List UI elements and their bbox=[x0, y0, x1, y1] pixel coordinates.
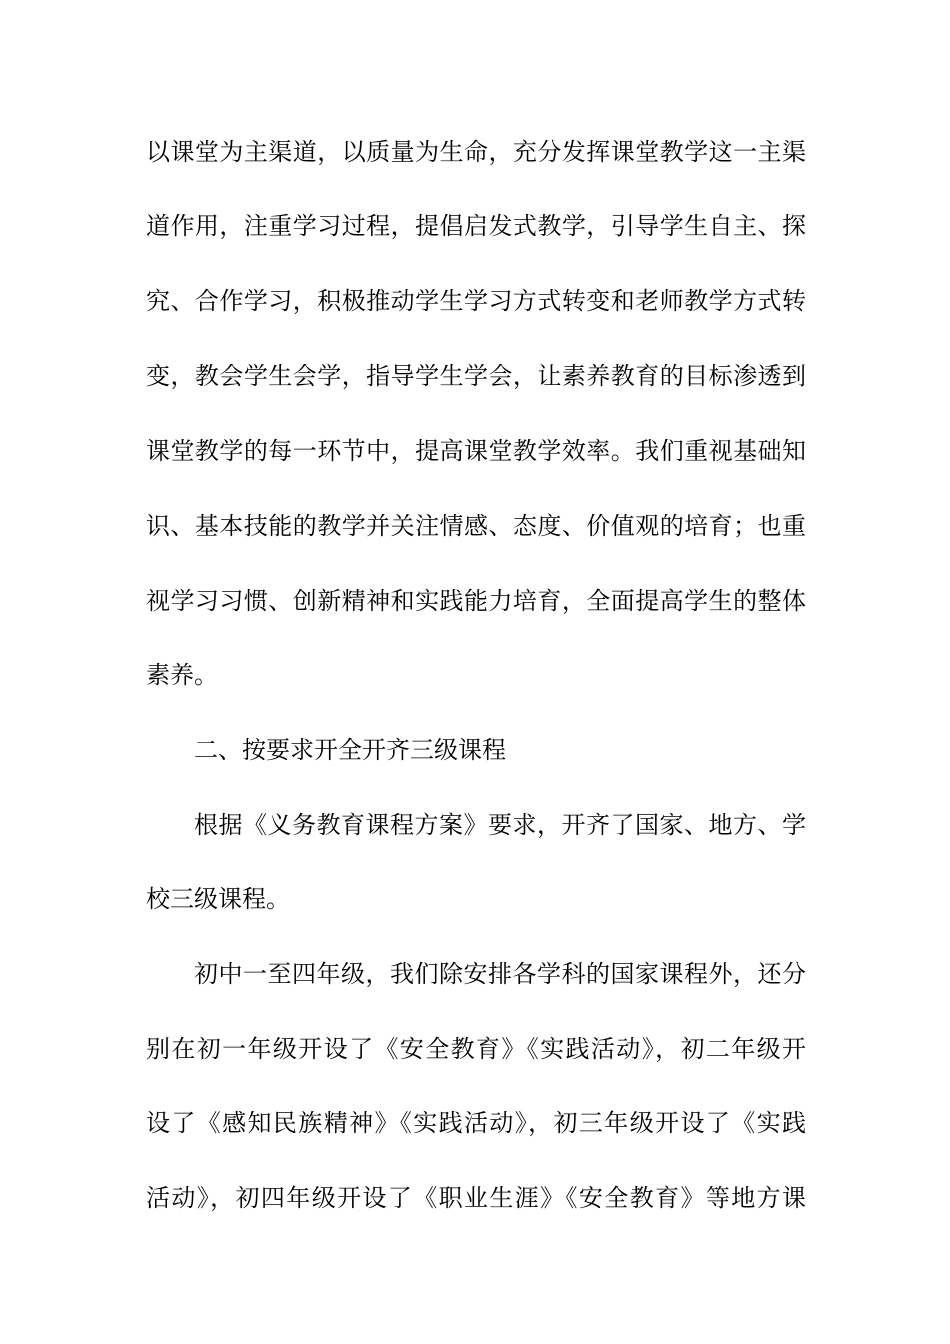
paragraph-line: 根据《义务教育课程方案》要求，开齐了国家、地方、学 bbox=[194, 811, 806, 839]
paragraph-line: 以课堂为主渠道，以质量为生命，充分发挥课堂教学这一主渠 bbox=[146, 138, 806, 166]
paragraph-line: 视学习习惯、创新精神和实践能力培育，全面提高学生的整体 bbox=[146, 587, 806, 615]
paragraph-line: 识、基本技能的教学并关注情感、态度、价值观的培育；也重 bbox=[146, 512, 806, 540]
paragraph-line: 活动》，初四年级开设了《职业生涯》《安全教育》等地方课 bbox=[146, 1184, 806, 1212]
paragraph-line: 初中一至四年级，我们除安排各学科的国家课程外，还分 bbox=[194, 960, 806, 988]
paragraph-line: 课堂教学的每一环节中，提高课堂教学效率。我们重视基础知 bbox=[146, 437, 806, 465]
section-heading: 二、按要求开全开齐三级课程 bbox=[194, 736, 506, 764]
paragraph-line: 究、合作学习，积极推动学生学习方式转变和老师教学方式转 bbox=[146, 287, 806, 315]
paragraph-line: 校三级课程。 bbox=[146, 885, 290, 913]
paragraph-line: 变，教会学生会学，指导学生学会，让素养教育的目标渗透到 bbox=[146, 362, 806, 390]
paragraph-line: 素养。 bbox=[146, 661, 218, 689]
paragraph-line: 别在初一年级开设了《安全教育》《实践活动》，初二年级开 bbox=[146, 1035, 806, 1063]
paragraph-line: 设了《感知民族精神》《实践活动》，初三年级开设了《实践 bbox=[146, 1109, 806, 1137]
paragraph-line: 道作用，注重学习过程，提倡启发式教学，引导学生自主、探 bbox=[146, 212, 806, 240]
